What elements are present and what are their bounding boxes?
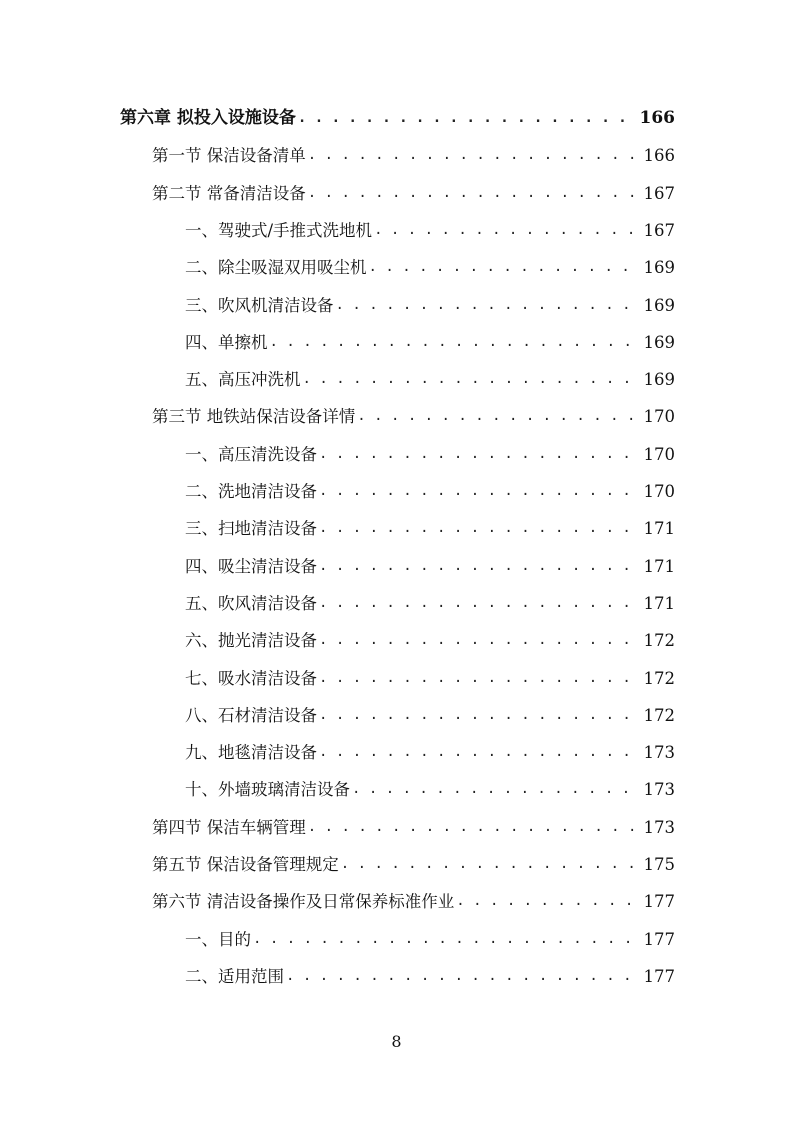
toc-entry-page-number: 170	[643, 444, 675, 464]
toc-entry[interactable]	[185, 771, 675, 808]
toc-entry[interactable]	[185, 734, 675, 771]
toc-entry-title: 第二节 常备清洁设备	[152, 183, 306, 203]
toc-entry-page-number: 171	[643, 519, 675, 539]
toc-entry-title: 六、抛光清洁设备	[185, 631, 317, 651]
toc-dot-leader	[319, 436, 638, 473]
toc-entry-page-number: 177	[643, 929, 675, 949]
toc-entry-page-number: 167	[643, 220, 675, 240]
toc-dot-leader	[319, 660, 638, 697]
toc-dot-leader	[319, 585, 638, 622]
toc-entry-page-number: 169	[643, 258, 675, 278]
toc-entry-title: 三、吹风机清洁设备	[185, 295, 334, 315]
toc-dot-leader	[319, 473, 638, 510]
toc-entry-title: 一、高压清洗设备	[185, 444, 317, 464]
toc-entry-page-number: 177	[643, 892, 675, 912]
toc-dot-leader	[298, 100, 634, 137]
toc-entry-title: 第五节 保洁设备管理规定	[152, 855, 339, 874]
toc-entry[interactable]	[185, 324, 675, 361]
toc-entry[interactable]	[185, 510, 675, 547]
toc-entry-page-number: 169	[643, 295, 675, 315]
toc-entry[interactable]	[120, 100, 675, 137]
toc-entry-title: 三、扫地清洁设备	[185, 519, 317, 539]
toc-entry-title: 二、除尘吸湿双用吸尘机	[185, 258, 367, 278]
toc-dot-leader	[308, 175, 638, 212]
toc-entry[interactable]	[185, 473, 675, 510]
toc-entry[interactable]	[185, 585, 675, 622]
toc-dot-leader	[336, 287, 638, 324]
toc-entry-title: 四、吸尘清洁设备	[185, 556, 317, 576]
toc-entry-title: 四、单擦机	[185, 332, 268, 352]
toc-entry[interactable]	[185, 697, 675, 734]
toc-entry[interactable]	[152, 809, 675, 846]
toc-dot-leader	[319, 734, 638, 771]
toc-entry-page-number: 173	[643, 780, 675, 800]
toc-dot-leader	[308, 137, 638, 174]
toc-dot-leader	[319, 697, 638, 734]
toc-entry-title: 第三节 地铁站保洁设备详情	[152, 407, 356, 427]
toc-entry[interactable]	[152, 175, 675, 212]
toc-entry-title: 一、驾驶式/手推式洗地机	[185, 220, 373, 240]
toc-entry[interactable]	[185, 622, 675, 659]
toc-entry[interactable]	[152, 137, 675, 174]
toc-dot-leader	[308, 809, 638, 846]
toc-entry-page-number: 167	[643, 183, 675, 203]
toc-entry-page-number: 166	[639, 108, 675, 128]
toc-entry-title: 五、吹风清洁设备	[185, 593, 317, 613]
toc-entry[interactable]	[185, 287, 675, 324]
toc-entry[interactable]	[185, 958, 675, 995]
toc-entry-page-number: 177	[643, 966, 675, 986]
toc-entry[interactable]	[185, 212, 675, 249]
toc-entry[interactable]	[152, 883, 675, 920]
toc-entry-title: 八、石材清洁设备	[185, 705, 317, 725]
toc-dot-leader	[352, 771, 638, 808]
toc-entry-title: 一、目的	[185, 929, 251, 949]
toc-dot-leader	[253, 921, 638, 958]
toc-entry-title: 十、外墙玻璃清洁设备	[185, 780, 350, 800]
toc-entry-title: 七、吸水清洁设备	[185, 668, 317, 688]
toc-dot-leader	[270, 324, 638, 361]
toc-entry[interactable]	[185, 249, 675, 286]
toc-entry-page-number: 173	[643, 743, 675, 763]
toc-entry-page-number: 172	[643, 668, 675, 688]
toc-entry-page-number: 171	[643, 556, 675, 576]
toc-entry-title: 九、地毯清洁设备	[185, 743, 317, 763]
toc-entry[interactable]	[185, 548, 675, 585]
toc-entry-page-number: 169	[643, 370, 675, 390]
toc-dot-leader	[369, 249, 638, 286]
toc-entry-page-number: 169	[643, 332, 675, 352]
toc-entry-page-number: 173	[643, 817, 675, 837]
toc-entry-title: 第一节 保洁设备清单	[152, 146, 306, 166]
toc-entry-title: 第六章 拟投入设施设备	[120, 108, 296, 128]
toc-entry-title: 二、适用范围	[185, 966, 284, 986]
toc-entry[interactable]	[185, 436, 675, 473]
page-number: 8	[391, 1032, 402, 1051]
toc-dot-leader	[357, 398, 637, 435]
toc-dot-leader	[374, 212, 637, 249]
toc-entry-page-number: 172	[643, 631, 675, 651]
toc-entry-title: 五、高压冲洗机	[185, 370, 301, 390]
toc-entry-page-number: 175	[643, 855, 675, 874]
toc-entry-page-number: 170	[643, 407, 675, 427]
toc-entry-title: 二、洗地清洁设备	[185, 482, 317, 501]
toc-dot-leader	[341, 846, 638, 883]
toc-entry-page-number: 171	[643, 593, 675, 613]
toc-entry[interactable]	[152, 398, 675, 435]
toc-entry-title: 第六节 清洁设备操作及日常保养标准作业	[152, 892, 455, 912]
toc-entry[interactable]	[152, 846, 675, 883]
toc-dot-leader	[456, 883, 637, 920]
toc-entry[interactable]	[185, 361, 675, 398]
toc-dot-leader	[319, 548, 638, 585]
toc-dot-leader	[319, 510, 638, 547]
toc-entry-page-number: 166	[643, 146, 675, 166]
toc-dot-leader	[303, 361, 638, 398]
toc-dot-leader	[286, 958, 638, 995]
toc-entry-title: 第四节 保洁车辆管理	[152, 817, 306, 837]
toc-entry-page-number: 170	[643, 482, 675, 501]
toc-entry[interactable]	[185, 660, 675, 697]
toc-entry[interactable]	[185, 921, 675, 958]
toc-dot-leader	[319, 622, 638, 659]
toc-entry-page-number: 172	[643, 705, 675, 725]
